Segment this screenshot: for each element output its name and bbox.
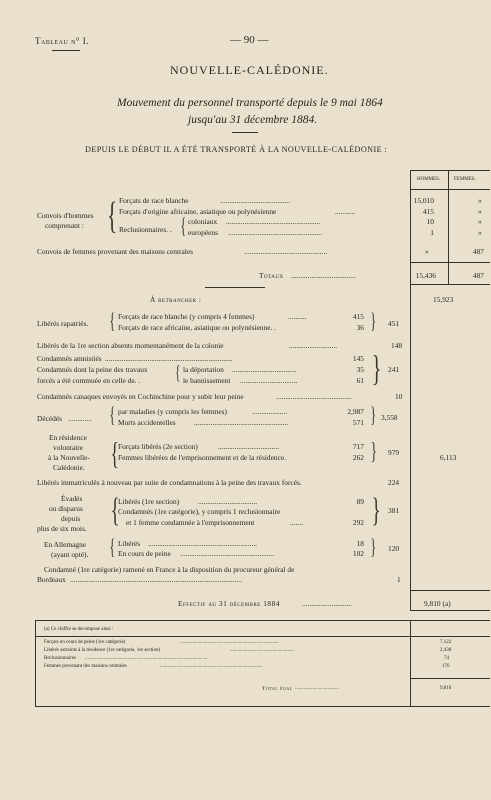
- totaux-femmes: 487: [472, 271, 484, 280]
- evades-l3: depuis: [61, 514, 81, 523]
- residence-l4: Calédonie.: [53, 463, 85, 472]
- rule: [410, 610, 490, 611]
- h-value: 1: [430, 228, 434, 237]
- rule: [410, 262, 490, 263]
- liberes-row-2: Forçats de race africaine, asiatique ou polynésienne. .: [118, 323, 277, 332]
- subtotal: 3,558: [381, 413, 398, 422]
- note-row: Libérés astreints à la résidence (1re catégorie, 1re section): [44, 648, 161, 653]
- header-rule: [410, 189, 490, 190]
- value: 18: [356, 539, 364, 548]
- peine-row-2: le bannissement: [183, 376, 231, 385]
- allemagne-l2: (ayant opté).: [51, 550, 89, 559]
- brace: {: [107, 195, 118, 237]
- value: 89: [356, 497, 364, 506]
- subtotal: 1: [397, 575, 401, 584]
- section1-label: Libérés de la 1re section absents momentanément de la colonie: [37, 341, 224, 350]
- f-value: »: [478, 228, 482, 237]
- brace: }: [371, 492, 381, 529]
- subtotal: 120: [388, 544, 400, 553]
- f-value: »: [478, 217, 482, 226]
- value: 35: [356, 365, 364, 374]
- f-value: »: [478, 196, 482, 205]
- table-top-rule: [410, 170, 490, 171]
- residence-row-2: Femmes libérées de l'emprisonnement et de la résidence.: [118, 453, 286, 462]
- brace: }: [370, 402, 377, 427]
- allemagne-row-1: Libérés: [118, 539, 141, 548]
- brace: {: [110, 492, 120, 529]
- note-value: 74: [444, 656, 449, 661]
- rule: [410, 590, 490, 591]
- subtotal: 224: [388, 478, 400, 487]
- note-row: Reclusionnaires: [44, 656, 76, 661]
- note-title: (a) Ce chiffre se décompose ainsi :: [44, 627, 114, 632]
- value: 262: [352, 453, 364, 462]
- evades-row-1: Libérés (1re section): [118, 497, 180, 506]
- brace: {: [109, 402, 116, 427]
- value: 571: [352, 418, 364, 427]
- peine-row-1: la déportation: [183, 365, 224, 374]
- note-value: 176: [442, 664, 450, 669]
- f-value: 487: [472, 247, 484, 256]
- value: 61: [356, 376, 364, 385]
- subtotal: 241: [388, 365, 400, 374]
- evades-l2: ou disparus: [49, 504, 83, 513]
- residence-row-1: Forçats libérés (2e section): [118, 442, 198, 451]
- evades-l4: plus de six mois.: [37, 524, 87, 533]
- subtotal: 381: [388, 506, 400, 515]
- note-row: Forçats en cours de peine (1re catégorie): [44, 640, 126, 645]
- convois-row-3: coloniaux: [188, 217, 218, 226]
- ornament-rule: [52, 50, 80, 51]
- f-value: »: [478, 207, 482, 216]
- evades-row-2: Condamnés (1re catégorie), y compris 1 reclusionnaire: [118, 507, 281, 516]
- residence-l2: volontaire: [53, 443, 83, 452]
- convois-reclus: Reclusionnaires. .: [119, 225, 172, 234]
- table-number: Tableau n° I.: [35, 36, 90, 46]
- ornament-rule: [232, 132, 258, 133]
- deces-row-2: Morts accidentelles: [118, 418, 176, 427]
- note-rule: [35, 706, 490, 707]
- totaux-sum: 15,923: [433, 295, 454, 304]
- allemagne-row-2: En cours de peine: [118, 549, 171, 558]
- note-value: 7,122: [440, 640, 452, 645]
- brace: }: [370, 534, 377, 559]
- h-value: 415: [422, 207, 434, 216]
- deces-label: Décédés: [37, 414, 63, 423]
- note-divider: [410, 620, 411, 706]
- brace: {: [109, 308, 116, 333]
- femmes-label: Convois de femmes provenant des maisons centrales: [37, 247, 193, 256]
- brace: {: [109, 534, 116, 559]
- section-heading: DEPUIS LE DÉBUT IL A ÉTÉ TRANSPORTÉ À LA NOUVELLE-CALÉDONIE :: [85, 145, 388, 154]
- value: 36: [356, 323, 364, 332]
- subtotal: 10: [395, 392, 403, 401]
- value: 415: [352, 312, 364, 321]
- allemagne-l1: En Allemagne: [44, 540, 87, 549]
- liberes-row-1: Forçats de race blanche (y compris 4 femmes): [118, 312, 255, 321]
- subtotal: 979: [388, 448, 400, 457]
- brace: {: [175, 362, 181, 384]
- grand-subtotal: 6,113: [440, 453, 457, 462]
- peine-label-1: Condamnés dont la peine des travaux: [37, 365, 148, 374]
- brace: }: [371, 348, 382, 388]
- effectif-label: Effectif au 31 décembre 1884: [178, 599, 280, 608]
- brace: {: [110, 435, 119, 471]
- page-number: — 90 —: [230, 34, 269, 46]
- note-total-label: Total égal: [262, 686, 293, 692]
- totaux-hommes: 15,436: [415, 271, 436, 280]
- convois-label: Convois d'hommes: [37, 211, 94, 220]
- note-border: [35, 620, 36, 706]
- note-row: Femmes provenant des maisons centrales: [44, 664, 127, 669]
- subtitle-line-2: jusqu'au 31 décembre 1884.: [188, 114, 318, 126]
- h-value: 10: [426, 217, 434, 226]
- col-femmes: FEMMES.: [454, 177, 476, 182]
- ornament-rule: [205, 287, 265, 288]
- totaux-label: Totaux: [259, 271, 284, 280]
- deces-row-1: par maladies (y compris les femmes): [118, 407, 227, 416]
- residence-l1: En résidence: [49, 433, 87, 442]
- retrancher-label: À retrancher :: [150, 295, 202, 304]
- col-hommes: HOMMES.: [417, 177, 441, 182]
- note-rule: [35, 636, 490, 637]
- immatricules-label: Libérés immatriculés à nouveau par suite de condamnations à la peine des travaux forcés.: [37, 478, 302, 487]
- convois-row-2: Forçats d'origine africaine, asiatique ou polynésienne: [119, 207, 277, 216]
- note-rule: [35, 620, 490, 621]
- residence-l3: à la Nouvelle-: [48, 453, 90, 462]
- convois-row-4: européens: [188, 228, 218, 237]
- effectif-value: 9,810 (a): [424, 599, 451, 608]
- liberes-label: Libérés rapatriés.: [37, 319, 89, 328]
- convois-label-2: comprenant :: [45, 221, 84, 230]
- bordeaux-l1: Condamné (1re catégorie) ramené en France à la disposition du procureur général de: [44, 565, 295, 574]
- brace: {: [180, 213, 187, 238]
- rule: [410, 284, 490, 285]
- bordeaux-l2: Bordeaux: [37, 575, 66, 584]
- subtitle-line-1: Mouvement du personnel transporté depuis le 9 mai 1864: [117, 97, 383, 109]
- peine-label-2: forcés a été commuée en celle de. .: [37, 376, 141, 385]
- rule: [410, 678, 490, 679]
- evades-row-3: et 1 femme condamnée à l'emprisonnement: [126, 518, 255, 527]
- note-total-value: 9,810: [440, 686, 452, 691]
- subtotal: 451: [388, 319, 400, 328]
- evades-l1: Évadés: [61, 494, 83, 503]
- column-divider: [448, 170, 449, 284]
- h-value: »: [425, 247, 429, 256]
- value: 145: [352, 354, 364, 363]
- value: 102: [352, 549, 364, 558]
- page-title: NOUVELLE-CALÉDONIE.: [170, 63, 329, 77]
- value: 717: [352, 442, 364, 451]
- amnisties-label: Condamnés amnistiés: [37, 354, 102, 363]
- brace: }: [370, 308, 377, 333]
- value: 292: [352, 518, 364, 527]
- canaques-label: Condamnés canaques envoyés en Cochinchine pour y subir leur peine: [37, 392, 244, 401]
- subtotal: 148: [391, 341, 403, 350]
- h-value: 15,010: [413, 196, 434, 205]
- note-value: 2,438: [440, 648, 452, 653]
- brace: }: [370, 439, 377, 465]
- convois-row-1: Forçats de race blanche: [119, 196, 189, 205]
- value: 2,987: [347, 407, 364, 416]
